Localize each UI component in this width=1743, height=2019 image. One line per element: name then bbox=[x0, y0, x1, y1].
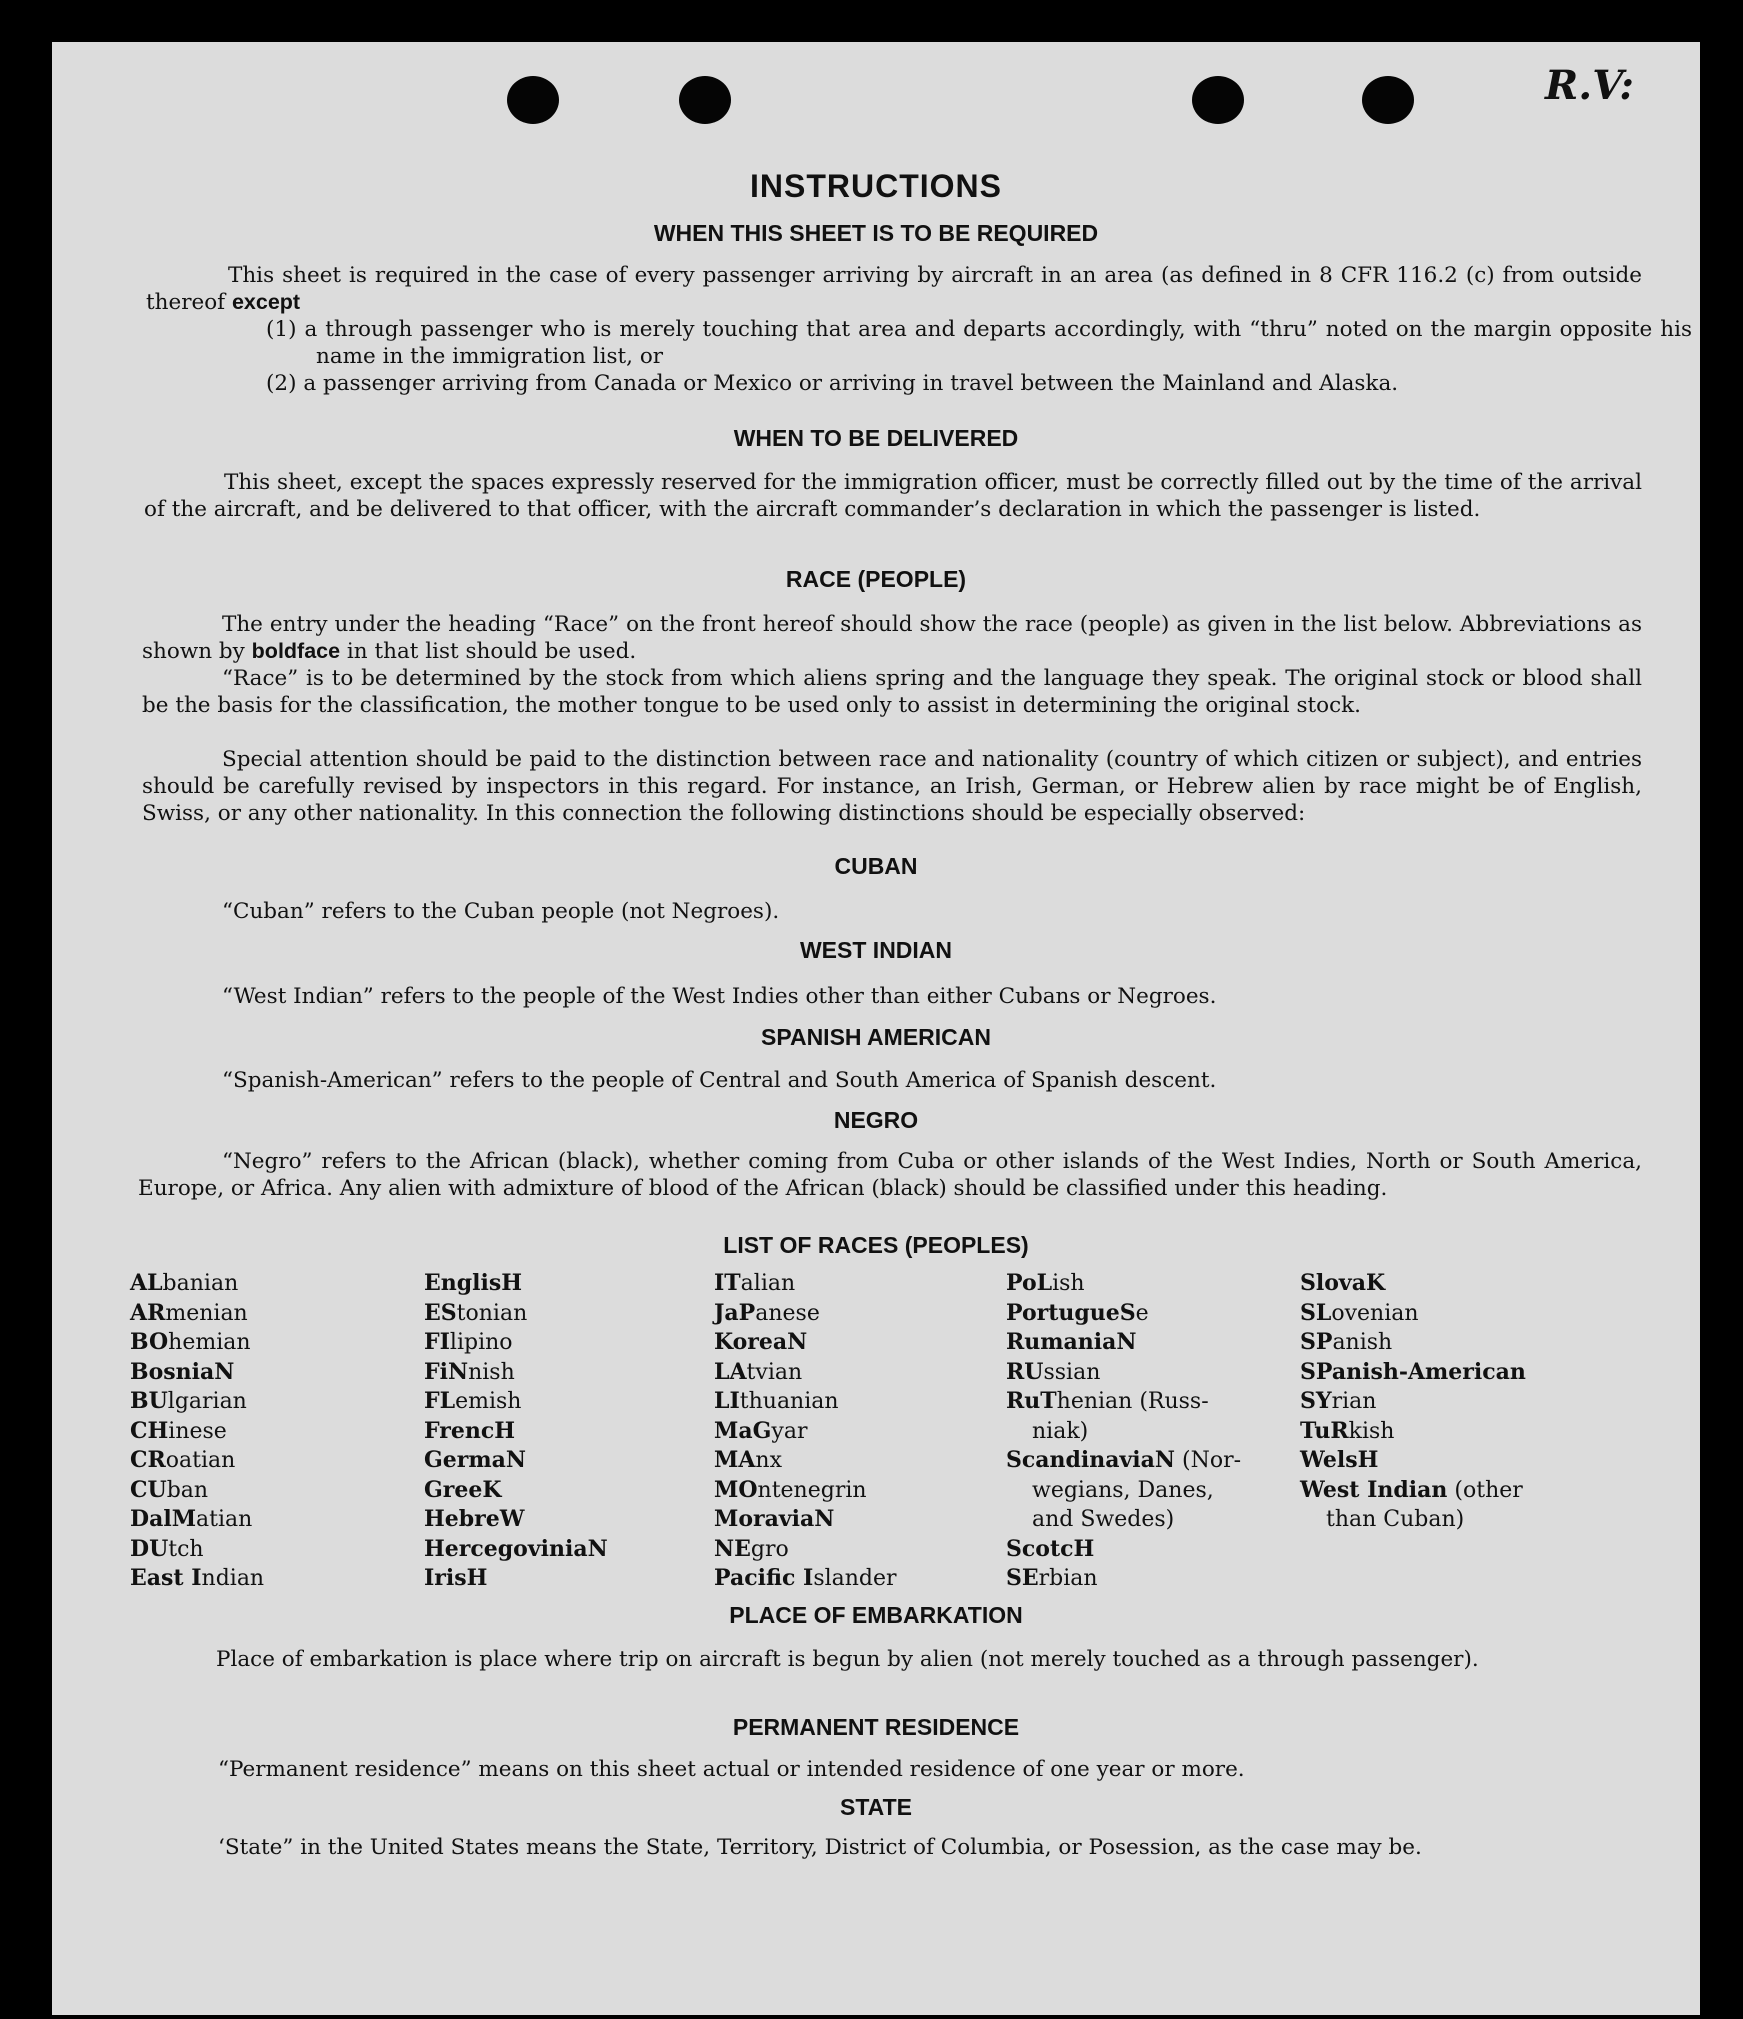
heading-permanent-residence: PERMANENT RESIDENCE bbox=[732, 1714, 1020, 1740]
heading-embarkation: PLACE OF EMBARKATION bbox=[729, 1602, 1023, 1628]
punch-hole bbox=[679, 76, 731, 124]
race-entry: FLemish bbox=[424, 1388, 522, 1414]
heading-when-required: WHEN THIS SHEET IS TO BE REQUIRED bbox=[653, 220, 1099, 246]
race-entry: wegians, Danes, bbox=[1032, 1477, 1214, 1503]
permanent-residence-text: “Permanent residence” means on this sheet actual or intended residence of one year or more. bbox=[218, 1757, 1245, 1782]
race-entry: PortugueSe bbox=[1006, 1299, 1149, 1326]
race-entry: East Indian bbox=[130, 1565, 265, 1591]
race-entry: BOhemian bbox=[130, 1329, 251, 1355]
race-entry: niak) bbox=[1032, 1418, 1089, 1444]
race-entry: ScandinaviaN (Nor- bbox=[1006, 1447, 1242, 1473]
race-entry: than Cuban) bbox=[1326, 1507, 1465, 1532]
page-title: INSTRUCTIONS bbox=[750, 168, 1002, 204]
heading-when-delivered: WHEN TO BE DELIVERED bbox=[733, 425, 1019, 451]
race-entry: IrisH bbox=[424, 1565, 488, 1591]
race-entry: FIlipino bbox=[424, 1329, 513, 1355]
punch-hole bbox=[1192, 76, 1244, 124]
race-entry: ScotcH bbox=[1006, 1535, 1095, 1562]
race-entry: SErbian bbox=[1006, 1565, 1098, 1591]
state-text: ‘State” in the United States means the State, Territory, District of Columbia, or Posession, as the case may be. bbox=[218, 1835, 1422, 1860]
race-entry: EnglisH bbox=[424, 1270, 523, 1296]
when-delivered-text: This sheet, except the spaces expressly reserved for the immigration officer, must be correctly filled out by the time of the arrival of the aircraft, and be delivered to that officer, with the aircraft commander’s declaration in which the passenger is listed. bbox=[144, 470, 1642, 522]
race-entry: GermaN bbox=[424, 1447, 527, 1473]
cuban-text: “Cuban” refers to the Cuban people (not Negroes). bbox=[222, 899, 780, 924]
race-entry: WelsH bbox=[1300, 1447, 1379, 1473]
exception-item-1: (1) a through passenger who is merely touching that area and departs accordingly, with “thru” noted on the margin opposite his name in the immigration list, or bbox=[266, 317, 1692, 369]
races-column bbox=[130, 1269, 264, 1594]
race-entry: CUban bbox=[130, 1476, 209, 1503]
race-entry: MOntenegrin bbox=[714, 1476, 867, 1503]
race-entry: ALbanian bbox=[130, 1270, 239, 1296]
race-entry: RuThenian (Russ- bbox=[1006, 1388, 1209, 1414]
race-entry: SPanish bbox=[1300, 1329, 1393, 1355]
race-entry: EStonian bbox=[424, 1299, 528, 1326]
west-indian-text: “West Indian” refers to the people of the West Indies other than either Cubans or Negroes. bbox=[222, 984, 1217, 1009]
heading-cuban: CUBAN bbox=[834, 853, 918, 879]
race-entry: SlovaK bbox=[1300, 1270, 1386, 1296]
race-entry: and Swedes) bbox=[1032, 1507, 1175, 1532]
race-entry: HercegoviniaN bbox=[424, 1535, 608, 1562]
race-entry: FrencH bbox=[424, 1417, 515, 1444]
race-entry: ARmenian bbox=[130, 1299, 248, 1326]
race-entry: MaGyar bbox=[714, 1417, 808, 1444]
heading-list-of-races: LIST OF RACES (PEOPLES) bbox=[723, 1232, 1029, 1258]
race-entry: ITalian bbox=[714, 1270, 796, 1296]
spanish-american-text: “Spanish-American” refers to the people of Central and South America of Spanish descent. bbox=[222, 1068, 1217, 1093]
race-entry: DUtch bbox=[130, 1535, 204, 1562]
heading-spanish-american: SPANISH AMERICAN bbox=[760, 1024, 991, 1050]
race-entry: BosniaN bbox=[130, 1358, 235, 1385]
races-column bbox=[714, 1269, 897, 1594]
race-entry: RUssian bbox=[1006, 1358, 1101, 1385]
heading-race: RACE (PEOPLE) bbox=[785, 566, 967, 592]
race-entry: LAtvian bbox=[714, 1358, 803, 1385]
exception-item-2: (2) a passenger arriving from Canada or Mexico or arriving in travel between the Mainland and Alaska. bbox=[266, 371, 1399, 396]
negro-text: “Negro” refers to the African (black), whether coming from Cuba or other islands of the West Indies, North or South America, Europe, or Africa. Any alien with admixture of blood of the African (black) should be classified under this heading. bbox=[138, 1149, 1642, 1201]
race-entry: RumaniaN bbox=[1006, 1329, 1137, 1355]
race-entry: NEgro bbox=[714, 1535, 789, 1562]
race-entry: Pacific Islander bbox=[714, 1565, 897, 1591]
race-entry: PoLish bbox=[1006, 1270, 1085, 1296]
heading-state: STATE bbox=[840, 1794, 912, 1820]
races-column bbox=[424, 1269, 608, 1594]
races-column bbox=[1300, 1269, 1526, 1535]
race-entry: TuRkish bbox=[1300, 1417, 1395, 1444]
punch-hole bbox=[1362, 76, 1414, 124]
heading-west-indian: WEST INDIAN bbox=[799, 937, 953, 963]
race-entry: HebreW bbox=[424, 1506, 525, 1532]
race-entry: SPanish-American bbox=[1300, 1358, 1526, 1385]
race-entry: MoraviaN bbox=[714, 1506, 835, 1532]
race-entry: MAnx bbox=[714, 1447, 782, 1473]
race-paragraph-1: The entry under the heading “Race” on the front hereof should show the race (people) as given in the list below. Abbreviations as shown by boldface in that list should be used. bbox=[142, 612, 1642, 664]
punch-hole bbox=[507, 76, 559, 124]
races-column bbox=[1006, 1269, 1241, 1594]
race-entry: BUlgarian bbox=[130, 1388, 247, 1414]
race-entry: KoreaN bbox=[714, 1329, 808, 1355]
race-entry: GreeK bbox=[424, 1476, 502, 1503]
race-entry: SYrian bbox=[1300, 1388, 1377, 1414]
race-paragraph-2: “Race” is to be determined by the stock from which aliens spring and the language they speak. The original stock or blood shall be the basis for the classification, the mother tongue to be used only to assist in determining the original stock. bbox=[142, 666, 1642, 718]
race-entry: DalMatian bbox=[130, 1506, 253, 1532]
when-required-intro: This sheet is required in the case of every passenger arriving by aircraft in an area (as defined in 8 CFR 116.2 (c) from outside thereof except bbox=[146, 263, 1642, 315]
handwritten-annotation: R.V: bbox=[1545, 62, 1634, 109]
heading-negro: NEGRO bbox=[833, 1107, 919, 1133]
race-entry: LIthuanian bbox=[714, 1388, 839, 1414]
race-paragraph-3: Special attention should be paid to the distinction between race and nationality (country of which citizen or subject), and entries should be carefully revised by inspectors in this regard. For instance, an Irish, German, or Hebrew alien by race might be of English, Swiss, or any other nationality. In this connection the following distinctions should be especially observed: bbox=[142, 747, 1642, 826]
race-entry: SLovenian bbox=[1300, 1299, 1419, 1326]
race-entry: JaPanese bbox=[714, 1299, 820, 1326]
embarkation-text: Place of embarkation is place where trip on aircraft is begun by alien (not merely touched as a through passenger). bbox=[216, 1647, 1479, 1672]
instruction-sheet bbox=[52, 42, 1700, 2015]
race-entry: FiNnish bbox=[424, 1358, 515, 1385]
race-entry: West Indian (other bbox=[1300, 1476, 1523, 1503]
race-entry: CHinese bbox=[130, 1417, 227, 1444]
race-entry: CRoatian bbox=[130, 1447, 236, 1473]
